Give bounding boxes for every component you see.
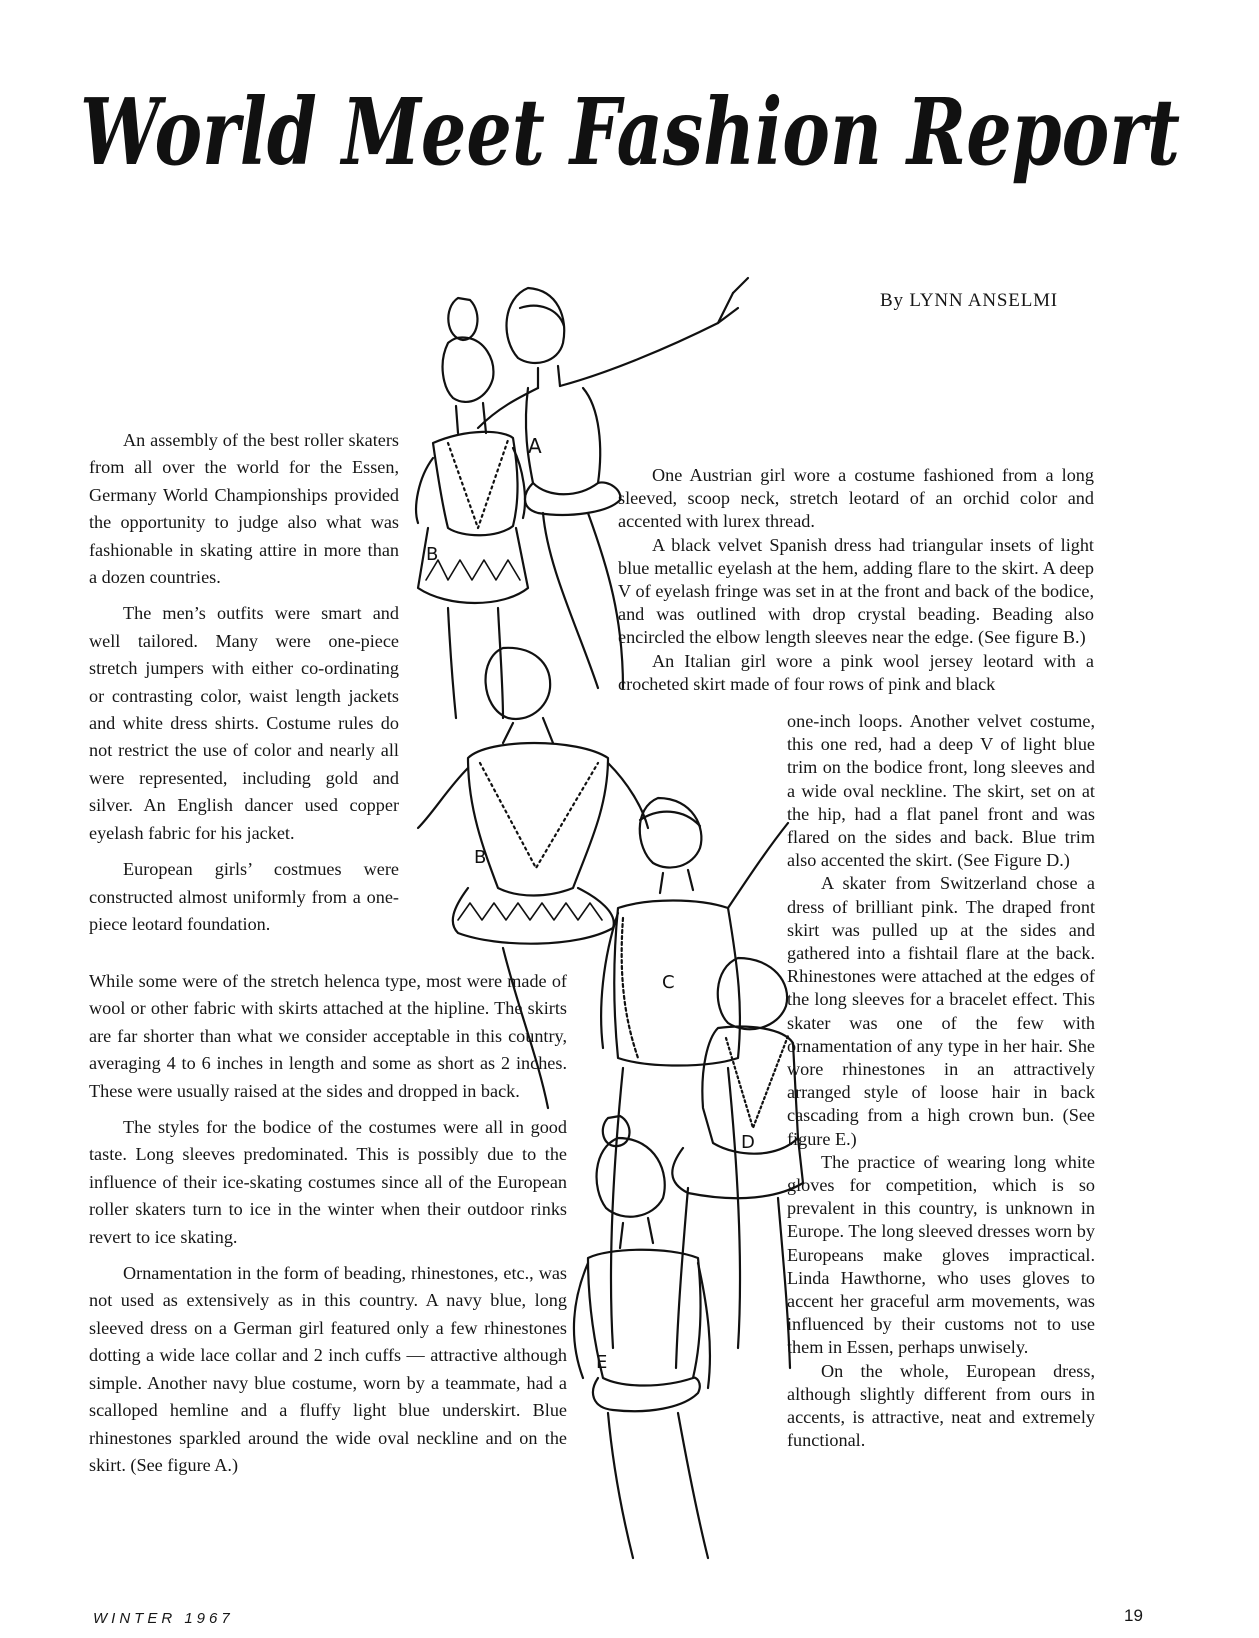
figure-label-b-1: B bbox=[426, 544, 439, 565]
figure-label-c: C bbox=[662, 972, 675, 993]
paragraph: An Italian girl wore a pink wool jersey leotard with a crocheted skirt made of four rows of pink and black bbox=[618, 650, 1094, 694]
paragraph: An assembly of the best roller skaters from all over the world for the Essen, Germany World Championships provided the opportunity to judge also what was fashionable in skating attire in more than a dozen countries. bbox=[89, 430, 399, 588]
figure-b-drawing bbox=[416, 298, 528, 718]
right-column-lower bbox=[787, 710, 1095, 1453]
figure-a-drawing bbox=[478, 278, 748, 688]
figure-e-drawing bbox=[574, 1116, 710, 1558]
left-column bbox=[89, 427, 399, 938]
figure-c-drawing bbox=[601, 798, 788, 1348]
fashion-illustration bbox=[408, 268, 808, 1568]
figure-label-d: D bbox=[741, 1132, 755, 1153]
paragraph: Ornamentation in the form of beading, rhinestones, etc., was not used as extensively as in this country. A navy blue, long sleeved dress on a German girl featured only a few rhinestones dotting a wide lace collar and 2 inch cuffs — attractive although simple. Another navy blue costume, worn by a teammate, had a scalloped hemline and a fluffy light blue underskirt. Blue rhinestones sparkled around the wide oval neckline and on the skirt. (See figure A.) bbox=[89, 1263, 567, 1475]
page-title bbox=[70, 78, 1190, 188]
figure-d-drawing bbox=[672, 958, 803, 1368]
paragraph: European girls’ costmues were constructed almost uniformly from a one-piece leotard foundation. bbox=[89, 859, 399, 934]
figure-label-e: E bbox=[596, 1352, 608, 1373]
paragraph: The styles for the bodice of the costumes were all in good taste. Long sleeves predominated. This is possibly due to the influence of their ice-skating costumes since all of the European roller skaters turn to ice in the winter when their outdoor rinks revert to ice skating. bbox=[89, 1117, 567, 1247]
paragraph: While some were of the stretch helenca type, most were made of wool or other fabric with skirts attached at the hipline. The skirts are far shorter than what we consider acceptable in this country, averaging 4 to 6 inches in length and some as short as 2 inches. These were usually raised at the sides and dropped in back. bbox=[89, 971, 567, 1101]
page-number: 19 bbox=[1124, 1606, 1143, 1625]
figure-label-b-2: B bbox=[474, 847, 487, 868]
paragraph: On the whole, European dress, although slightly different from ours in accents, is attractive, neat and extremely functional. bbox=[787, 1360, 1095, 1451]
byline: By LYNN ANSELMI bbox=[880, 290, 1058, 311]
paragraph: one-inch loops. Another velvet costume, this one red, had a deep V of light blue trim on the bodice front, long sleeves and a wide oval neckline. The skirt, set on at the hip, had a flat panel front and was flared on the sides and back. Blue trim also accented the skirt. (See Figure D.) bbox=[787, 711, 1095, 871]
figure-b-back-drawing bbox=[418, 648, 648, 1108]
paragraph: A skater from Switzerland chose a dress of brilliant pink. The draped front skirt was pulled up at the sides and gathered into a fishtail flare at the back. Rhinestones were attached at the edges of the long sleeves for a bracelet effect. This skater was one of the few with ornamentation of any type in her hair. She wore rhinestones in an attractively arranged style of loose hair in back cascading from a high crown bun. (See figure E.) bbox=[787, 873, 1095, 1149]
figure-label-a: A bbox=[528, 434, 542, 458]
page-title-text: World Meet Fashion Report bbox=[80, 78, 1180, 186]
paragraph: The practice of wearing long white gloves for competition, which is so prevalent in this country, is unknown in Europe. The long sleeved dresses worn by Europeans make gloves impractical. Linda Hawthorne, who uses gloves to accent her graceful arm movements, was influenced by their customs not to use them in Essen, perhaps unwisely. bbox=[787, 1151, 1095, 1358]
paragraph: A black velvet Spanish dress had triangular insets of light blue metallic eyelash at the hem, adding flare to the skirt. A deep V of eyelash fringe was set in at the front and back of the bodice, and was outlined with drop crystal beading. Beading also encircled the elbow length sleeves near the edge. (See figure B.) bbox=[618, 534, 1094, 648]
paragraph: One Austrian girl wore a costume fashioned from a long sleeved, scoop neck, stretch leotard of an orchid color and accented with lurex thread. bbox=[618, 465, 1094, 532]
paragraph: The men’s outfits were smart and well tailored. Many were one-piece stretch jumpers with either co-ordinating or contrasting color, waist length jackets and white dress shirts. Costume rules do not restrict the use of color and nearly all were represented, including gold and silver. An English dancer used copper eyelash fabric for his jacket. bbox=[89, 603, 399, 843]
issue-footer: WINTER 1967 bbox=[93, 1610, 234, 1627]
